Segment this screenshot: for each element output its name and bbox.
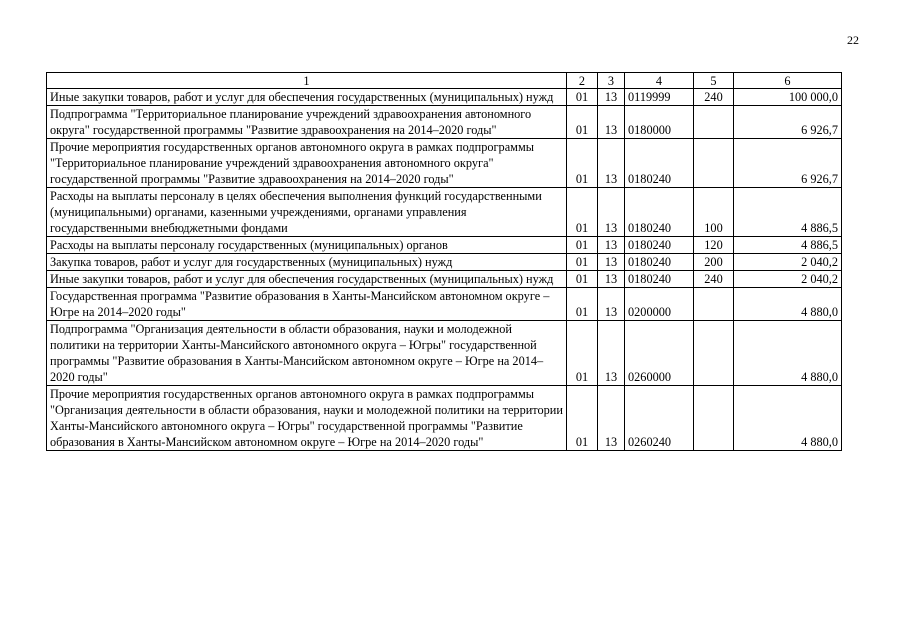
table-row: [47, 106, 842, 139]
row-name: Государственная программа "Развитие образования в Ханты-Мансийском автономном округе – Югре на 2014–2020 годы": [47, 288, 567, 321]
row-amount: 4 886,5: [734, 237, 842, 254]
row-target-article: 0200000: [625, 288, 694, 321]
row-expense-type: 240: [694, 89, 734, 106]
row-amount: 100 000,0: [734, 89, 842, 106]
row-section: 01: [567, 106, 598, 139]
row-subsection: 13: [598, 386, 625, 451]
row-section: 01: [567, 321, 598, 386]
row-subsection: 13: [598, 271, 625, 288]
table-row: [47, 271, 842, 288]
row-amount: 4 880,0: [734, 386, 842, 451]
row-subsection: 13: [598, 237, 625, 254]
row-name: Расходы на выплаты персоналу государственных (муниципальных) органов: [47, 237, 567, 254]
row-section: 01: [567, 386, 598, 451]
row-section: 01: [567, 89, 598, 106]
row-name: Иные закупки товаров, работ и услуг для обеспечения государственных (муниципальных) нужд: [47, 271, 567, 288]
budget-table: [46, 72, 842, 451]
row-name: Подпрограмма "Территориальное планирование учреждений здравоохранения автономного округа" государственной программы "Развитие здравоохранения на 2014–2020 годы": [47, 106, 567, 139]
row-expense-type: [694, 386, 734, 451]
page-number: 22: [847, 33, 859, 47]
row-name: Подпрограмма "Организация деятельности в области образования, науки и молодежной политики на территории Ханты-Мансийского автономного округа – Югры" государственной программы "Развитие образования в Ханты-Мансийском автономном округе – Югре на 2014–2020 годы": [47, 321, 567, 386]
row-expense-type: 240: [694, 271, 734, 288]
table-row: [47, 89, 842, 106]
column-header-section: 2: [567, 73, 598, 89]
row-target-article: 0180240: [625, 254, 694, 271]
row-amount: 4 880,0: [734, 321, 842, 386]
row-target-article: 0180240: [625, 237, 694, 254]
table-row: [47, 254, 842, 271]
row-expense-type: [694, 288, 734, 321]
row-subsection: 13: [598, 89, 625, 106]
row-expense-type: [694, 106, 734, 139]
row-target-article: 0260000: [625, 321, 694, 386]
column-header-amount: 6: [734, 73, 842, 89]
column-header-subsection: 3: [598, 73, 625, 89]
row-target-article: 0180240: [625, 139, 694, 188]
table-row: [47, 237, 842, 254]
row-expense-type: [694, 321, 734, 386]
row-name: Прочие мероприятия государственных органов автономного округа в рамках подпрограммы "Организация деятельности в области образования, науки и молодежной политики на территории Ханты-Мансийского автономного округа – Югры" государственной программы "Развитие образования в Ханты-Мансийском автономном округе – Югре на 2014–2020 годы": [47, 386, 567, 451]
row-subsection: 13: [598, 254, 625, 271]
row-section: 01: [567, 139, 598, 188]
row-amount: 6 926,7: [734, 139, 842, 188]
row-section: 01: [567, 288, 598, 321]
row-section: 01: [567, 254, 598, 271]
row-section: 01: [567, 271, 598, 288]
table-row: [47, 288, 842, 321]
row-amount: 6 926,7: [734, 106, 842, 139]
table-row: [47, 139, 842, 188]
row-expense-type: 120: [694, 237, 734, 254]
row-amount: 4 880,0: [734, 288, 842, 321]
table-row: [47, 321, 842, 386]
row-name: Иные закупки товаров, работ и услуг для обеспечения государственных (муниципальных) нужд: [47, 89, 567, 106]
row-subsection: 13: [598, 106, 625, 139]
row-target-article: 0260240: [625, 386, 694, 451]
row-target-article: 0180240: [625, 188, 694, 237]
table-row: [47, 188, 842, 237]
row-target-article: 0180000: [625, 106, 694, 139]
column-header-name: 1: [47, 73, 567, 89]
row-amount: 4 886,5: [734, 188, 842, 237]
row-subsection: 13: [598, 188, 625, 237]
row-amount: 2 040,2: [734, 254, 842, 271]
column-header-target-article: 4: [625, 73, 694, 89]
table-header-row: [47, 73, 842, 89]
row-section: 01: [567, 188, 598, 237]
column-header-expense-type: 5: [694, 73, 734, 89]
row-expense-type: 100: [694, 188, 734, 237]
row-name: Расходы на выплаты персоналу в целях обеспечения выполнения функций государственными (муниципальными) органами, казенными учреждениями, органами управления государственными внебюджетными фондами: [47, 188, 567, 237]
row-section: 01: [567, 237, 598, 254]
row-expense-type: 200: [694, 254, 734, 271]
row-subsection: 13: [598, 321, 625, 386]
row-name: Закупка товаров, работ и услуг для государственных (муниципальных) нужд: [47, 254, 567, 271]
row-expense-type: [694, 139, 734, 188]
row-target-article: 0119999: [625, 89, 694, 106]
row-amount: 2 040,2: [734, 271, 842, 288]
row-target-article: 0180240: [625, 271, 694, 288]
row-name: Прочие мероприятия государственных органов автономного округа в рамках подпрограммы "Территориальное планирование учреждений здравоохранения автономного округа" государственной программы "Развитие здравоохранения на 2014–2020 годы": [47, 139, 567, 188]
row-subsection: 13: [598, 288, 625, 321]
row-subsection: 13: [598, 139, 625, 188]
table-row: [47, 386, 842, 451]
